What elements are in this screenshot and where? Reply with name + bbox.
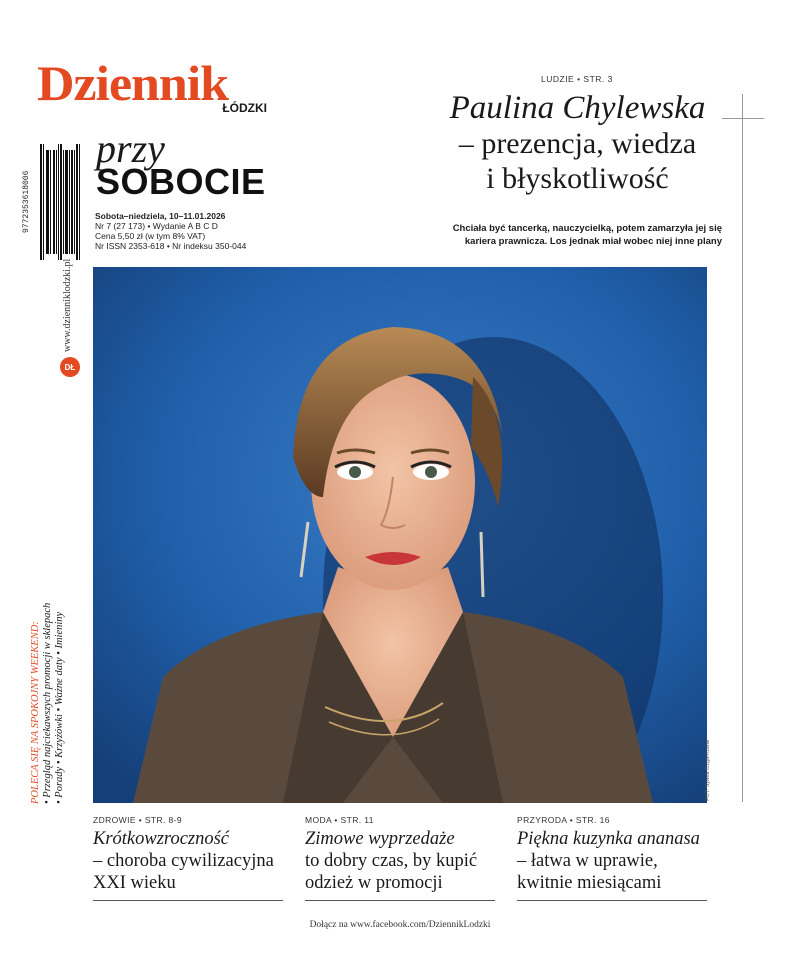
photo-credit: FOT. Sylwia Ozga-Kowal [705,740,711,801]
teaser-title: Piękna kuzynka ananasa [517,829,700,849]
supplement-title-bold: SOBOCIE [96,161,266,202]
teaser-health[interactable] [93,815,283,894]
teaser-divider [93,900,283,901]
teaser-divider [305,900,495,901]
lead-headline[interactable] [430,90,725,196]
issue-date: Sobota–niedziela, 10–11.01.2026 [95,211,226,221]
teaser-title: Krótkowzroczność [93,829,230,849]
recommend-line-1: • Przegląd najciekawszych promocji w sklepach [42,602,53,804]
footer-facebook[interactable]: Dołącz na www.facebook.com/DziennikLodzki [309,920,491,930]
side-recommendations [30,602,66,804]
brand-badge: DŁ [60,357,80,377]
teaser-title: Zimowe wyprzedaże [305,829,455,849]
lead-lede [420,222,722,248]
portrait-illustration [93,267,707,803]
masthead-logo[interactable] [37,55,273,116]
teaser-fashion[interactable] [305,815,495,894]
barcode [40,140,80,264]
supplement-title-italic: przy [96,126,165,171]
lead-name: Paulina Chylewska [449,90,706,126]
teaser-line-2: XXI wieku [93,873,176,893]
teaser-line-1: to dobry czas, by kupić [305,851,478,871]
cover-photo[interactable] [93,267,707,803]
teaser-divider [517,900,707,901]
lede-line-2: kariera prawnicza. Los jednak miał wobec niej inne plany [464,236,722,247]
logo-region: ŁÓDZKI [222,101,267,115]
teaser-kicker: MODA • STR. 11 [305,815,374,825]
side-website[interactable]: www.dzienniklodzki.pl [62,258,73,352]
lead-kicker: LUDZIE • STR. 3 [541,74,613,84]
lead-line-2: – prezencja, wiedza [458,127,697,160]
crop-mark-horizontal [722,118,764,119]
teaser-line-2: kwitnie miesiącami [517,873,662,893]
lede-line-1: Chciała być tancerką, nauczycielką, potem zamarzyła jej się [452,223,722,234]
teaser-kicker: PRZYRODA • STR. 16 [517,815,610,825]
teaser-line-1: – choroba cywilizacyjna [93,851,274,871]
issue-info [95,211,246,251]
issue-price: Cena 5,50 zł (w tym 8% VAT) [95,231,206,241]
issue-issn: Nr ISSN 2353-618 • Nr indeksu 350-044 [95,241,247,251]
lead-line-3: i błyskotliwość [486,162,669,195]
teaser-line-2: odzież w promocji [305,873,443,893]
issue-edition: Nr 7 (27 173) • Wydanie A B C D [95,221,218,231]
teaser-nature[interactable] [517,815,707,894]
recommend-title: POLECA SIĘ NA SPOKOJNY WEEKEND: [30,621,41,804]
logo-wordmark: Dziennik [37,55,229,111]
teaser-kicker: ZDROWIE • STR. 8-9 [93,815,183,825]
crop-mark-vertical [742,94,743,802]
teaser-line-1: – łatwa w uprawie, [517,851,658,871]
recommend-line-2: • Porady • Krzyżówki • Ważne daty • Imieniny [54,611,65,804]
barcode-number: 9772353618006 [22,170,31,234]
